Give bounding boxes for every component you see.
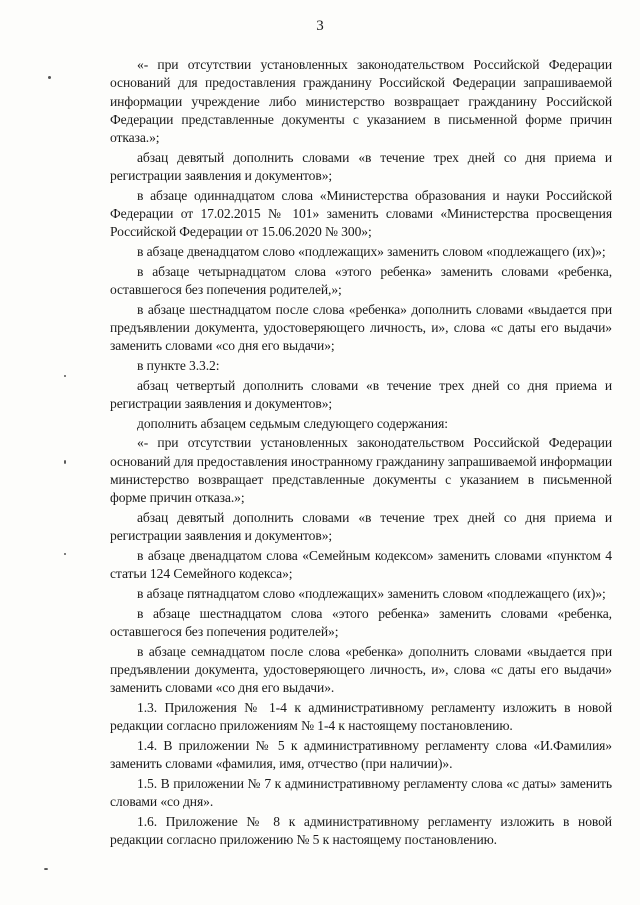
paragraph: абзац четвертый дополнить словами «в течение трех дней со дня приема и регистрации заявления и документов»; bbox=[110, 377, 612, 412]
paragraph: в абзаце двенадцатом слова «Семейным кодексом» заменить словами «пунктом 4 статьи 124 Семейного кодекса»; bbox=[110, 548, 612, 582]
paragraph: дополнить абзацем седьмым следующего содержания: bbox=[137, 415, 448, 431]
scan-speck bbox=[64, 375, 66, 377]
scan-speck bbox=[64, 553, 66, 555]
scan-speck bbox=[44, 868, 48, 870]
paragraph: 1.6. Приложение № 8 к административному регламенту изложить в новой редакции согласно приложению № 5 к настоящему постановлению. bbox=[110, 813, 612, 848]
paragraph: абзац девятый дополнить словами «в течение трех дней со дня приема и регистрации заявления и документов»; bbox=[110, 510, 612, 544]
paragraph: абзац девятый дополнить словами «в течение трех дней со дня приема и регистрации заявления и документов»; bbox=[110, 149, 612, 184]
paragraph: в абзаце четырнадцатом слова «этого ребенка» заменить словами «ребенка, оставшегося без попечения родителей,»; bbox=[110, 263, 612, 298]
paragraph: 1.3. Приложения № 1-4 к административному регламенту изложить в новой редакции согласно приложениям № 1-4 к настоящему постановлению. bbox=[110, 699, 612, 734]
paragraph: в абзаце двенадцатом слово «подлежащих» заменить словом «подлежащего (их)»; bbox=[137, 244, 606, 260]
scan-speck bbox=[48, 76, 51, 79]
paragraph: в абзаце шестнадцатом слова «этого ребенка» заменить словами «ребенка, оставшегося без попечения родителей»; bbox=[110, 605, 612, 639]
paragraph: в пункте 3.3.2: bbox=[137, 358, 220, 374]
paragraph: в абзаце шестнадцатом после слова «ребенка» дополнить словами «выдается при предъявлении документа, удостоверяющего личность, и», слова «с даты его выдачи» заменить словами «со дня его выдачи»; bbox=[110, 301, 612, 354]
scan-speck bbox=[64, 460, 66, 464]
document-body bbox=[110, 56, 612, 851]
page-number: 3 bbox=[316, 18, 324, 34]
paragraph: в абзаце пятнадцатом слово «подлежащих» заменить словом «подлежащего (их)»; bbox=[137, 586, 606, 601]
paragraph: в абзаце семнадцатом после слова «ребенка» дополнить словами «выдается при предъявлении документа, удостоверяющего личность, и», слова «с даты его выдачи» заменить словами «со дня его выдачи». bbox=[110, 643, 612, 696]
paragraph: 1.4. В приложении № 5 к административному регламенту слова «И.Фамилия» заменить словами «фамилия, имя, отчество (при наличии)». bbox=[110, 737, 612, 772]
paragraph: «- при отсутствии установленных законодательством Российской Федерации оснований для предоставления иностранному гражданину запрашиваемой информации министерство возвращает представленные документы с указанием в письменной форме причин отказа.»; bbox=[110, 435, 612, 506]
paragraph: «- при отсутствии установленных законодательством Российской Федерации оснований для предоставления гражданину Российской Федерации запрашиваемой информации учреждение либо министерство возвращает гражданину Российской Федерации представленные документы с указанием в письменной форме причин отказа.»; bbox=[110, 57, 612, 146]
paragraph: в абзаце одиннадцатом слова «Министерства образования и науки Российской Федерации от 17.02.2015 № 101» заменить словами «Министерства просвещения Российской Федерации от 15.06.2020 № 300»; bbox=[110, 187, 612, 240]
paragraph: 1.5. В приложении № 7 к административному регламенту слова «с даты» заменить словами «со дня». bbox=[110, 775, 612, 810]
